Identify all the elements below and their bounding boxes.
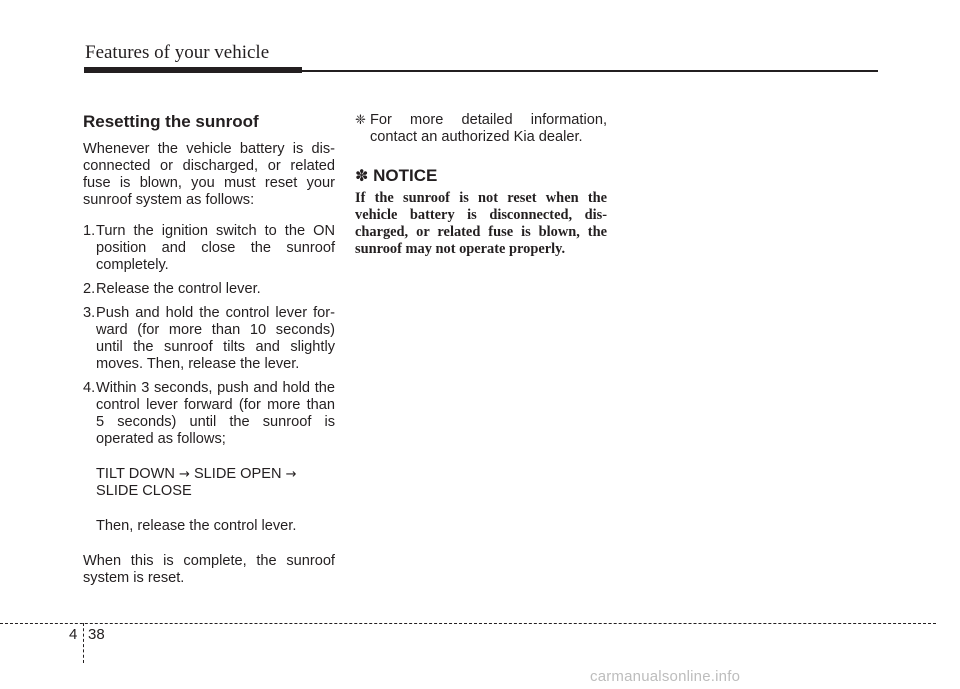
- step-text: Release the control lever.: [96, 281, 261, 297]
- chapter-number: 4: [69, 626, 78, 643]
- intro-paragraph: Whenever the vehicle battery is dis-connected or discharged, or related fuse is blown, you must reset your sunroof system as follows:: [83, 141, 335, 208]
- step-text: Within 3 seconds, push and hold the control lever forward (for more than 5 seconds) until the sunroof is operated as follows;: [96, 380, 335, 447]
- header-rule-thick: [84, 67, 302, 73]
- after-sequence-text: Then, release the control lever.: [96, 518, 297, 534]
- sequence-slide-open: SLIDE OPEN: [193, 466, 282, 482]
- step-number: 2.: [83, 281, 96, 297]
- sequence-line-1: [96, 466, 335, 483]
- notice-body: If the sunroof is not reset when the vehicle battery is disconnected, dis-charged, or related fuse is blown, the sunroof may not operate properly.: [355, 190, 607, 257]
- step-number: 4.: [83, 380, 96, 396]
- step-3: [83, 305, 335, 373]
- footer-dashed-rule: [0, 623, 936, 624]
- page-number: 38: [88, 626, 105, 643]
- step-1: [83, 223, 335, 274]
- info-note-icon: ❈: [355, 113, 366, 128]
- step-number: 3.: [83, 305, 96, 321]
- step-text: Turn the ignition switch to the ON position and close the sunroof completely.: [96, 223, 335, 273]
- left-column: [83, 112, 335, 587]
- header-rule-thin: [302, 70, 878, 72]
- notice-star-icon: ✽: [355, 166, 369, 185]
- step-text: Push and hold the control lever for-ward (for more than 10 seconds) until the sunroof tilts and slightly moves. Then, release the lever.: [96, 305, 335, 372]
- footer-divider: [83, 623, 84, 663]
- operation-sequence: [96, 466, 335, 500]
- right-arrow-icon: →: [178, 467, 190, 482]
- step-number: 1.: [83, 223, 96, 239]
- info-note-text: For more detailed information, contact an authorized Kia dealer.: [370, 112, 607, 145]
- watermark: carmanualsonline.info: [590, 668, 741, 685]
- notice-heading: [355, 166, 607, 186]
- step-4: [83, 380, 335, 448]
- sequence-tilt-down: TILT DOWN: [96, 466, 175, 482]
- sequence-slide-close: SLIDE CLOSE: [96, 483, 192, 499]
- notice-title: NOTICE: [373, 166, 438, 185]
- closing-paragraph: When this is complete, the sunroof system is reset.: [83, 553, 335, 586]
- right-arrow-icon: →: [285, 467, 297, 482]
- page-header-title: Features of your vehicle: [85, 42, 270, 63]
- right-column: [355, 112, 607, 258]
- info-note: [355, 112, 607, 146]
- section-heading: Resetting the sunroof: [83, 112, 259, 131]
- step-2: [83, 281, 335, 298]
